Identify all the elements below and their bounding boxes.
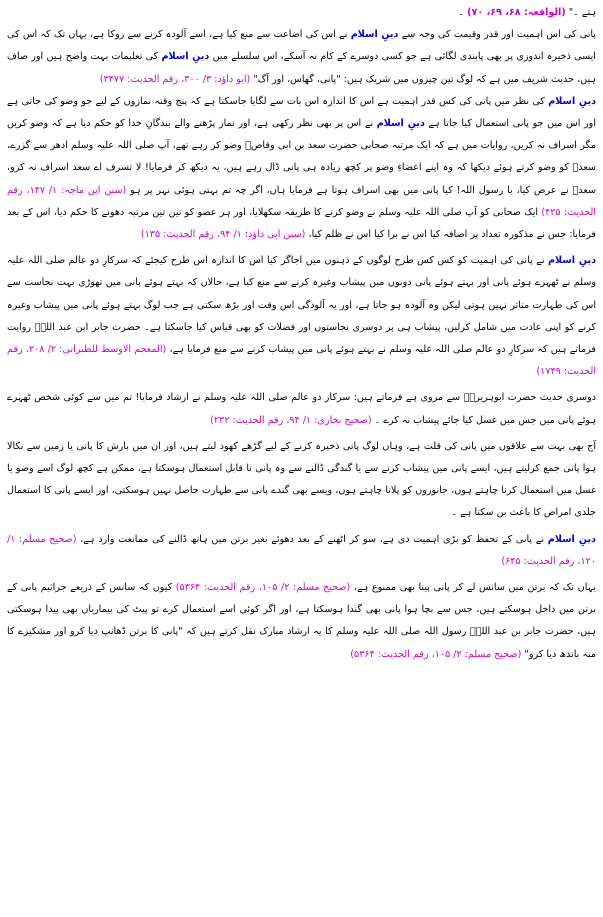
reference: (ابو داؤد: ۳/ ۳۰۰، رقم الحدیث: ۳۴۷۷)	[99, 73, 251, 85]
highlight-term: دینِ اسلام	[548, 255, 596, 267]
highlight-term: دینِ اسلام	[161, 51, 210, 63]
text: پانی کی اس اہمیت اور قدر وقیمت کی وجہ سے	[401, 29, 596, 41]
paragraph-second-hadith	[7, 387, 596, 431]
text: آج بھی بہت سے علاقوں میں پانی کی قلت ہے، وہاں لوگ پانی ذخیرہ کرنے کے لیے گڑھے کھود لیتے ہیں، اور ان میں بارش کا پانی یا زمین سے نکالا ہوا پانی جمع کرلیتے ہیں، ایسے پانی میں پیشاب کرنے سے یا گندگی ڈالنے سے وہ پانی نا قابل استعمال ہوسکتا ہے، ممکن ہے کچھ لوگ اسے وضو یا غسل میں استعمال کرنا چاہتے ہوں، جانوروں کو پلانا چاہتے ہوں، ویسے بھی گندے پانی سے طہارت حاصل نہیں ہوسکتی، اور ایسے پانی کا استعمال جلدی امراض کا باعث بن سکتا ہے ۔	[7, 440, 596, 519]
reference: (الواقعہ: ۶۸، ۶۹، ۷۰)	[467, 7, 566, 18]
text: کی تعلیمات بہت واضح ہیں اور صاف ہیں، حدیث شریف میں ہے کہ لوگ تین چیزوں میں شریک ہیں: "پانی، گھاس، اور آگ"	[7, 51, 596, 85]
paragraph-water-scarcity	[7, 436, 596, 525]
text: نے پانی کی اہمیت کو کس کس طرح لوگوں کے ذہنوں میں اجاگر کیا اس کا اندازہ اس طرح کیجئے کہ سرکارِ دو عالم صلی اللہ علیہ وسلم نے ٹھہرے ہوئے پانی اور بہتے ہوئے پانی دونوں میں پیشاب وغیرہ کرنے سے منع کیا ہے، حالاں کہ بہتے ہوئے پانی میں تھوڑی بہت نجاست سے اس کی طہارت متاثر نہیں ہوتی لیکن وہ آلودہ ہو جاتا ہے، اور یہ آلودگی اس وقت اور بڑھ سکتی ہے جب لوگ بہتے ہوئے پانی میں پیشاب وغیرہ کرنے کو اپنی عادت میں شامل کرلیں، پیشاب ہی پر دوسری نجاستوں اور فضلات کو بھی قیاس کیا جاسکتا ہے۔ حضرت جابر ابن عبد اللہؓ روایت فرماتے ہیں کہ سرکارِ دو عالم صلی اللہ علیہ وسلم نے بہتے ہوئے پانی میں پیشاب کرنے سے منع فرمایا ہے،	[7, 255, 596, 356]
paragraph-breathing-vessel	[7, 577, 596, 666]
text: ایک صحابی کو آپ صلی اللہ علیہ وسلم نے وضو کرنے کا طریقہ سکھلایا، اور ہر عضو کو تین تین مرتبہ دھونے کا حکم دیا، اس کے بعد فرمایا: جس نے مذکورہ تعداد پر اضافہ کیا اس نے برا کیا اس نے ظلم کیا،	[7, 206, 596, 241]
text: نے اس پر بھی نظر رکھی ہے، اور نماز پڑھنے والے بندگانِ خدا کو حکم دیا ہے کہ وضو کریں مگر اسراف نہ کریں، روایات میں ہے کہ ایک مرتبہ صحابی حضرت سعد بن ابی وقاصؓ وضو کر رہے تھے، آپ صلی اللہ علیہ وسلم ادھر سے گزرے، سعدؓ کو وضو کرتے ہوئے دیکھا کہ وہ اپنے اعضاءِ وضو پر کچھ زیادہ ہی پانی ڈال رہے ہیں، یہ دیکھ کر فرمایا! لا تسرف اے سعد اسراف نہ کرو، سعدؓ نے عرض کیا، یا رسول اللہ! کیا پانی میں بھی اسراف ہوتا ہے فرمایا ہاں، اگر چہ تم بہتی ہوئی نہر پر ہو	[7, 118, 596, 196]
text: یہاں تک کہ برتن میں سانس لے کر پانی پینا بھی ممنوع ہے،	[353, 582, 596, 594]
paragraph-water-importance	[7, 24, 596, 91]
reference: (صحیح مسلم: ۲/ ۱۰۵، رقم الحدیث: ۵۳۶۴)	[350, 648, 522, 660]
text: نے اس کی اضاعت سے منع کیا ہے، اسے آلودہ کرنے سے روکا ہے، یہاں تک کہ اس کی ایسی ذخیرہ اندوزی پر بھی پابندی لگائی ہے جو کسی دوسرے کے کام نہ آسکے، اس سلسلے میں	[7, 29, 596, 63]
reference: (صحیح مسلم: ۱/ ۱۲۰، رقم الحدیث: ۶۴۵)	[7, 533, 596, 567]
highlight-term: دینِ اسلام	[547, 533, 596, 545]
text: ہتے ۔"	[568, 7, 596, 18]
reference: (صحیح مسلم: ۲/ ۱۰۵، رقم الحدیث: ۵۳۶۴)	[175, 582, 351, 594]
reference: (صحیح بخاری: ۱/ ۹۴، رقم الحدیث: ۲۳۲)	[210, 414, 372, 426]
paragraph-flowing-water	[7, 250, 596, 383]
text: نے پانی کے تحفظ کو بڑی اہمیت دی ہے، سو کر اٹھنے کے بعد دھوئے بغیر برتن میں ہاتھ ڈالنے کی ممانعت وارد ہے،	[80, 533, 545, 545]
highlight-term: دینِ اسلام	[376, 118, 425, 130]
highlight-term: دینِ اسلام	[350, 29, 399, 41]
text: کیوں کہ سانس کے ذریعے جراثیم پانی کے برتن میں داخل ہوسکتے ہیں، جس سے بچا ہوا پانی بھی گندا ہوسکتا ہے، اور اگر کوئی اسے استعمال کرے تو پیٹ کی بیماریاں بھی پیدا ہوسکتی ہیں، حضرت جابر بن عبد اللہؓ رسول اللہ صلی اللہ علیہ وسلم کا یہ ارشاد مبارک نقل کرتے ہیں کہ "پانی کا برتن ڈھانپ دیا کرو اور مشکیزے کا منہ باندھ دیا کرو"	[7, 582, 596, 660]
text: ۔	[458, 7, 465, 18]
paragraph-wudu-waste	[7, 91, 596, 246]
text: کی نظر میں پانی کی کس قدر اہمیت ہے اس کا اندازہ اس بات سے لگایا جاسکتا ہے کہ پنج وقتہ نمازوں کے لیے جو وضو کی جاتی ہے اور اس میں جو پانی استعمال کیا جاتا ہے	[7, 95, 596, 130]
paragraph-quran-reference	[7, 2, 596, 24]
text: دوسری حدیث حضرت ابوہریرہؓ سے مروی ہے فرماتے ہیں: سرکار دو عالم صلی اللہ علیہ وسلم نے ارشاد فرمایا! تم میں سے کوئی شخص ٹھہرے ہوئے پانی میں جس میں غسل کیا جائے پیشاب نہ کرے ۔	[7, 392, 596, 426]
paragraph-water-protection	[7, 529, 596, 573]
reference: (سنن ابی داؤد: ۱/ ۹۴، رقم الحدیث: ۱۳۵)	[140, 229, 306, 241]
reference: (المعجم الاوسط للطبرانی: ۲/ ۲۰۸، رقم الحدیث: ۱۷۴۹)	[7, 344, 596, 378]
reference: (سنن ابن ماجہ: ۱/ ۱۴۷، رقم الحدیث: ۴۲۵)	[7, 184, 596, 218]
highlight-term: دینِ اسلام	[548, 95, 596, 107]
